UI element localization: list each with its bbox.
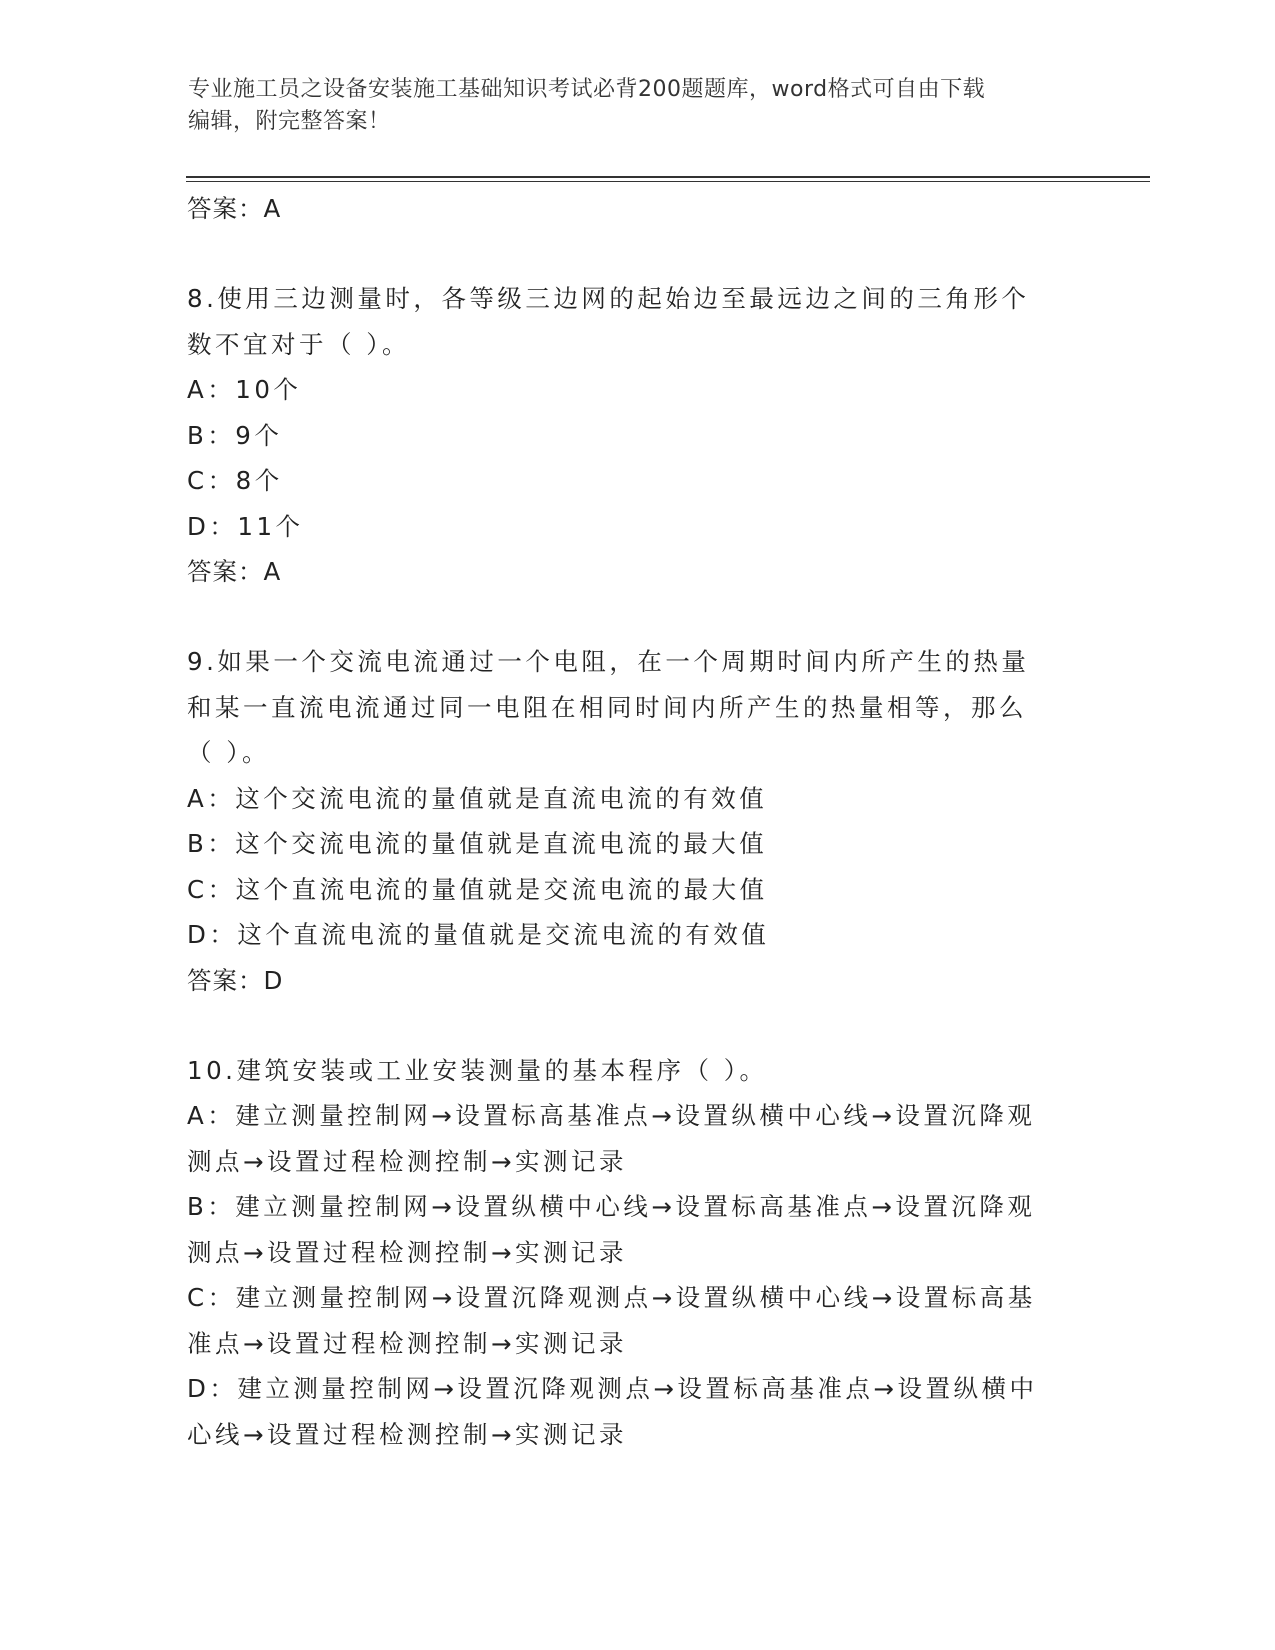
question-8-option-c: C：8个 bbox=[187, 466, 283, 495]
question-10-option-d-line-2: 心线→设置过程检测控制→实测记录 bbox=[187, 1419, 628, 1449]
question-9-option-b: B：这个交流电流的量值就是直流电流的最大值 bbox=[187, 829, 768, 858]
spacer bbox=[187, 232, 1087, 276]
question-10 bbox=[187, 1048, 1087, 1458]
question-list bbox=[187, 186, 1087, 1457]
question-9 bbox=[187, 639, 1087, 1004]
previous-answer: 答案：A bbox=[187, 194, 282, 223]
question-8-answer: 答案：A bbox=[187, 557, 282, 586]
spacer bbox=[187, 1004, 1087, 1048]
header-divider bbox=[186, 176, 1150, 182]
question-8-stem-line-1: 8.使用三边测量时，各等级三边网的起始边至最远边之间的三角形个 bbox=[187, 284, 1030, 313]
question-10-option-b-line-2: 测点→设置过程检测控制→实测记录 bbox=[187, 1237, 628, 1267]
question-9-answer: 答案：D bbox=[187, 965, 284, 995]
question-10-stem: 10.建筑安装或工业安装测量的基本程序（ ）。 bbox=[187, 1055, 768, 1085]
question-8 bbox=[187, 276, 1087, 595]
question-8-stem-line-2: 数不宜对于（ ）。 bbox=[187, 329, 411, 359]
spacer bbox=[187, 595, 1087, 639]
question-10-option-c-line-2: 准点→设置过程检测控制→实测记录 bbox=[187, 1328, 628, 1358]
question-10-option-d-line-1: D：建立测量控制网→设置沉降观测点→设置标高基准点→设置纵横中 bbox=[187, 1374, 1038, 1403]
question-10-option-a-line-1: A：建立测量控制网→设置标高基准点→设置纵横中心线→设置沉降观 bbox=[187, 1101, 1036, 1130]
question-10-option-a-line-2: 测点→设置过程检测控制→实测记录 bbox=[187, 1146, 628, 1176]
question-9-stem-line-1: 9.如果一个交流电流通过一个电阻，在一个周期时间内所产生的热量 bbox=[187, 647, 1030, 676]
question-9-stem-line-2: 和某一直流电流通过同一电阻在相同时间内所产生的热量相等，那么 bbox=[187, 692, 1027, 722]
question-9-option-c: C：这个直流电流的量值就是交流电流的最大值 bbox=[187, 874, 768, 904]
page-header bbox=[188, 74, 1088, 138]
question-9-option-a: A：这个交流电流的量值就是直流电流的有效值 bbox=[187, 783, 768, 813]
question-10-option-c-line-1: C：建立测量控制网→设置沉降观测点→设置纵横中心线→设置标高基 bbox=[187, 1283, 1036, 1312]
header-title-line-2: 编辑，附完整答案！ bbox=[188, 109, 391, 134]
question-9-option-d: D：这个直流电流的量值就是交流电流的有效值 bbox=[187, 920, 770, 949]
question-10-option-b-line-1: B：建立测量控制网→设置纵横中心线→设置标高基准点→设置沉降观 bbox=[187, 1192, 1036, 1221]
question-8-option-b: B：9个 bbox=[187, 420, 283, 450]
question-8-option-a: A：10个 bbox=[187, 375, 302, 404]
question-8-option-d: D：11个 bbox=[187, 511, 304, 541]
header-title-line-1: 专业施工员之设备安装施工基础知识考试必背200题题库，word格式可自由下载 bbox=[188, 77, 986, 102]
question-9-stem-line-3: （ ）。 bbox=[187, 738, 271, 767]
